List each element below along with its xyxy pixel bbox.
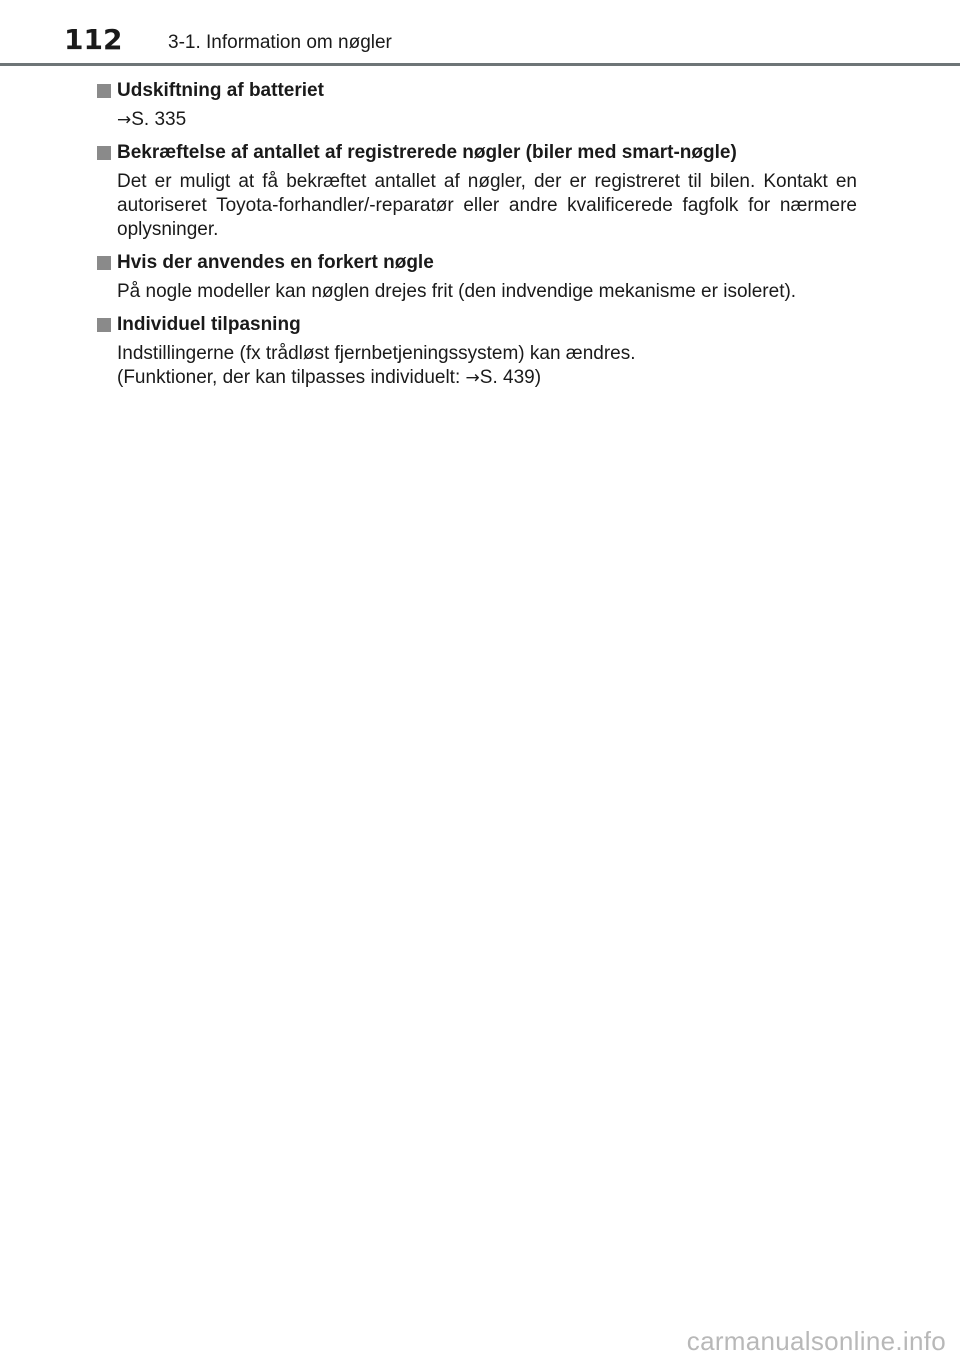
heading-text: Bekræftelse af antallet af registrerede nøgler (biler med smart-nøgle) — [117, 142, 737, 163]
watermark: carmanualsonline.info — [686, 1326, 946, 1356]
heading-text: Hvis der anvendes en forkert nøgle — [117, 252, 434, 273]
section-body — [117, 342, 857, 390]
square-bullet-icon — [97, 146, 111, 160]
section-key-count-confirmation — [97, 140, 857, 242]
section-battery-replacement — [97, 78, 857, 132]
page-header — [0, 0, 960, 66]
header-rule — [0, 63, 960, 66]
section-heading — [97, 78, 857, 104]
square-bullet-icon — [97, 84, 111, 98]
right-arrow-icon: → — [117, 110, 132, 130]
body-line: Indstillingerne (fx trådløst fjernbetjeningssystem) kan ændres. — [117, 343, 636, 364]
section-heading — [97, 250, 857, 276]
section-body: På nogle modeller kan nøglen drejes frit (den indvendige mekanisme er isoleret). — [117, 281, 797, 302]
page-content — [97, 78, 857, 398]
heading-text: Udskiftning af batteriet — [117, 80, 324, 101]
page-reference[interactable]: S. 335 — [131, 109, 187, 130]
section-title: 3-1. Information om nøgler — [168, 32, 392, 53]
section-heading — [97, 312, 857, 338]
section-wrong-key — [97, 250, 857, 304]
section-customization — [97, 312, 857, 390]
section-heading — [97, 140, 857, 166]
heading-text: Individuel tilpasning — [117, 314, 301, 335]
square-bullet-icon — [97, 318, 111, 332]
section-body — [117, 108, 857, 132]
section-body: Det er muligt at få bekræftet antallet af nøgler, der er registreret til bilen. Kontakt en autoriseret Toyota-forhandler/-reparatør eller andre kvalificerede fagfolk for nærmere oplysninger. — [117, 171, 857, 240]
square-bullet-icon — [97, 256, 111, 270]
body-line — [117, 366, 857, 390]
body-line-prefix: (Funktioner, der kan tilpasses individuelt: — [117, 367, 466, 388]
right-arrow-icon: → — [465, 368, 480, 388]
page-number: 112 — [64, 23, 123, 56]
page-reference[interactable]: S. 439) — [479, 367, 542, 388]
